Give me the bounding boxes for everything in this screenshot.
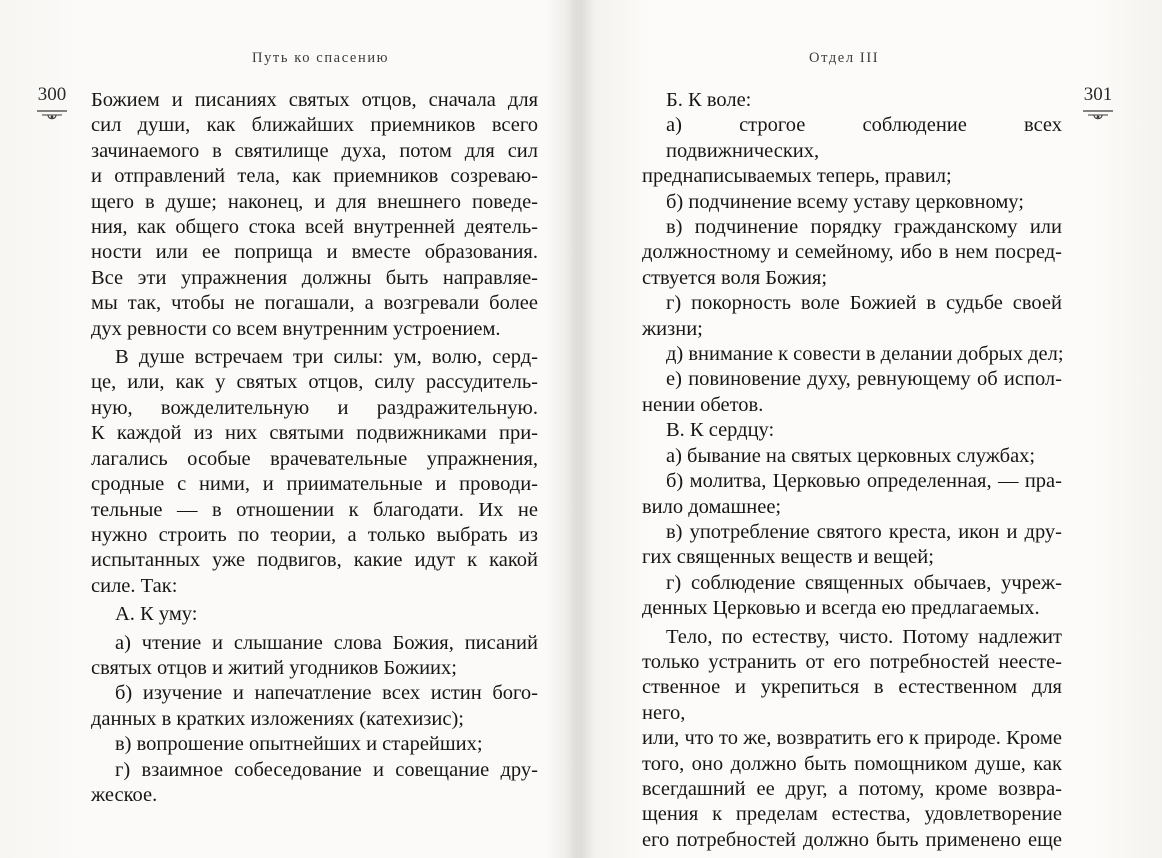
text-line: его потребностей должно быть применено еще — [642, 828, 1062, 851]
text-line: мы так, чтобы не погашали, а возгревали более — [91, 292, 538, 315]
text-line: лагались особые врачевательные упражнения, — [91, 447, 538, 470]
text-line: только устранить от его потребностей неесте- — [642, 650, 1062, 673]
left-running-head: Путь ко спасению — [252, 50, 390, 66]
list-item-continued: святых отцов и житий угодников Божиих; — [91, 656, 457, 679]
right-folio — [1080, 84, 1116, 122]
text-line: щего в душе; наконец, и для внешнего поведе- — [91, 190, 538, 213]
left-page-number: 300 — [37, 84, 67, 105]
text-line: сил души, как ближайших приемников всего — [91, 114, 538, 137]
list-item-continued: должностному и семейному, ибо в нем посред- — [642, 241, 1062, 264]
text-line: ственное и укрепиться в естественном для него, — [642, 676, 1062, 724]
list-item-continued: жеское. — [91, 783, 158, 806]
text-line: Тело, по естеству, чисто. Потому надлежит — [666, 625, 1062, 648]
list-item: г) покорность воле Божией в судьбе своей — [666, 292, 1062, 315]
list-item-continued: преднаписываемых теперь, правил; — [642, 165, 952, 188]
right-body-text — [642, 88, 1062, 853]
list-item-continued: нении обетов. — [642, 393, 764, 416]
list-item: е) повиновение духу, ревнующему об испол- — [666, 368, 1062, 391]
text-line: нужно строить по теории, а только выбрать из — [91, 523, 538, 546]
text-line: тельные — в отношении к благодати. Их не — [91, 498, 538, 521]
right-page-number: 301 — [1083, 84, 1113, 105]
list-item: а) бывание на святых церковных службах; — [666, 444, 1036, 467]
list-item: в) вопрошение опытнейших и старейших; — [115, 733, 483, 756]
list-item: б) молитва, Церковью определенная, — пра- — [666, 470, 1062, 493]
list-item-continued: вило домашнее; — [642, 495, 782, 518]
text-line: це, или, как у святых отцов, силу рассудитель- — [91, 371, 538, 394]
text-line: испытанных уже подвигов, какие идут к какой — [91, 549, 538, 572]
list-item-continued: данных в кратких изложениях (катехизис); — [91, 707, 464, 730]
list-item-continued: денных Церковью и всегда ею предлагаемых. — [642, 597, 1040, 620]
text-line: или, что то же, возвратить его к природе. Кроме — [642, 727, 1062, 750]
list-item: а) чтение и слышание слова Божия, писаний — [115, 631, 538, 654]
section-heading: В. К сердцу: — [666, 419, 775, 442]
left-folio — [34, 84, 70, 122]
list-item: в) подчинение порядку гражданскому или — [666, 216, 1062, 239]
section-heading: Б. К воле: — [666, 89, 752, 111]
left-body-text — [91, 88, 538, 808]
text-line: Все эти упражнения должны быть направляе- — [91, 266, 538, 289]
list-item: в) употребление святого креста, икон и дру- — [666, 520, 1062, 543]
text-line: и отправлений тела, как приемников созреваю- — [91, 165, 538, 188]
text-line: К каждой из них святыми подвижниками при- — [91, 422, 538, 445]
list-item: б) изучение и напечатление всех истин бого- — [115, 682, 538, 705]
text-line: всегдашний ее друг, а потому, кроме возвра- — [642, 777, 1062, 800]
text-line: дух ревности со всем внутренним устроением. — [91, 317, 501, 340]
text-line: силе. Так: — [91, 574, 178, 597]
text-line: щения к пределам естества, удовлетворение — [642, 803, 1062, 826]
text-line: Божием и писаниях святых отцов, сначала для — [91, 89, 538, 111]
text-line: В душе встречаем три силы: ум, волю, серд- — [115, 346, 538, 369]
text-line: сродные с ними, и приимательные и проводи- — [91, 473, 538, 496]
text-line: ности или ее поприща и вместе образования. — [91, 241, 538, 264]
list-item: а) строгое соблюдение всех подвижнических, — [666, 114, 1062, 162]
list-item: г) соблюдение священных обычаев, учреж- — [666, 571, 1062, 594]
text-line: того, оно должно быть помощником душе, как — [642, 752, 1062, 775]
right-page — [581, 0, 1162, 858]
text-line: ния, как общего стока всей внутренней деятель- — [91, 216, 538, 239]
section-heading: А. К уму: — [115, 603, 198, 626]
list-item: д) внимание к совести в делании добрых дел; — [666, 343, 1064, 366]
text-line: ную, вожделительную и раздражительную. — [91, 396, 538, 419]
list-item-continued: ствуется воля Божия; — [642, 266, 828, 289]
list-item-continued: гих священных веществ и вещей; — [642, 546, 934, 569]
right-running-head: Отдел III — [809, 50, 880, 66]
list-item-continued: жизни; — [642, 317, 703, 340]
text-line: зачинаемого в святилище духа, потом для сил — [91, 139, 538, 162]
list-item: г) взаимное собеседование и совещание дру- — [115, 758, 538, 781]
list-item: б) подчинение всему уставу церковному; — [666, 190, 1024, 213]
folio-ornament-icon — [1080, 108, 1116, 122]
folio-ornament-icon — [34, 108, 70, 122]
